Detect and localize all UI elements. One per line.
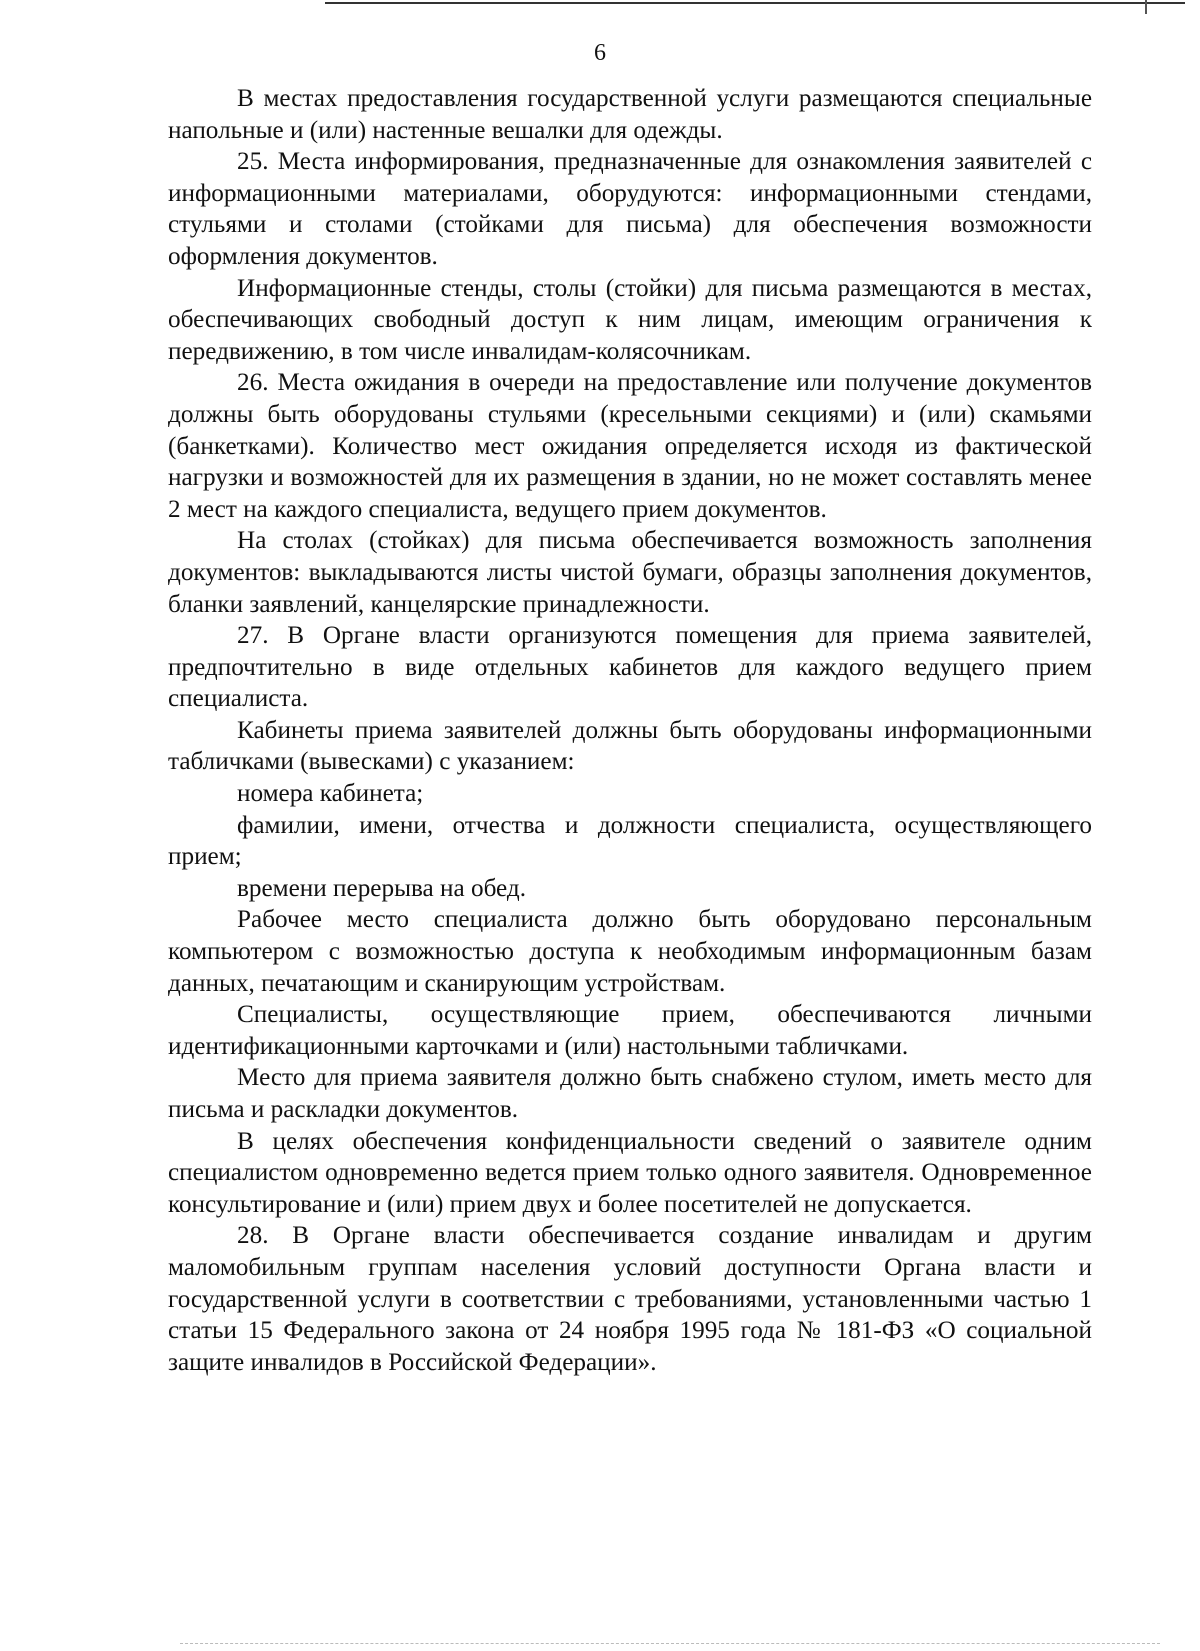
page-number: 6 — [594, 40, 606, 66]
paragraph-confidentiality: В целях обеспечения конфиденциальности сведений о заявителе одним специалистом одновременно ведется прием только одного заявителя. Одновременное консультирование и (или) прием двух и более посетителей не допускается. — [168, 1127, 1092, 1218]
list-item-lunch-break: времени перерыва на обед. — [237, 874, 527, 902]
paragraph-id-cards: Специалисты, осуществляющие прием, обеспечиваются личными идентификационными карточками и (или) настольными табличками. — [168, 1001, 1092, 1060]
paragraph-28-accessibility: 28. В Органе власти обеспечивается создание инвалидам и другим маломобильным группам населения условий доступности Органа власти и государственной услуги в соответствии с требованиями, установленными частью 1 статьи 15 Федерального закона от 24 ноября 1995 года № 181-ФЗ «О социальной защите инвалидов в Российской Федерации». — [168, 1222, 1092, 1376]
paragraph-25-info-places: 25. Места информирования, предназначенные для ознакомления заявителей с информационными материалами, оборудуются: информационными стендами, стульями и столами (стойками для письма) для обеспечения возможности оформления документов. — [168, 148, 1092, 270]
paragraph-26-waiting-places: 26. Места ожидания в очереди на предоставление или получение документов должны быть оборудованы стульями (кресельными секциями) и (или) скамьями (банкетками). Количество мест ожидания определяется исходя из фактической нагрузки и возможностей для их размещения в здании, но не может составлять менее 2 мест на каждого специалиста, ведущего прием документов. — [168, 369, 1092, 523]
scan-corner-mark — [1145, 0, 1147, 14]
scan-bottom-edge — [180, 1643, 1160, 1644]
list-item-cabinet-number: номера кабинета; — [237, 780, 424, 808]
paragraph-hangers: В местах предоставления государственной услуги размещаются специальные напольные и (или) настенные вешалки для одежды. — [168, 85, 1092, 144]
paragraph-writing-tables: На столах (стойках) для письма обеспечивается возможность заполнения документов: выкладываются листы чистой бумаги, образцы заполнения документов, бланки заявлений, канцелярские принадлежности. — [168, 527, 1092, 618]
document-body — [168, 83, 1092, 1378]
paragraph-info-stands: Информационные стенды, столы (стойки) для письма размещаются в местах, обеспечивающих свободный доступ к ним лицам, имеющим ограничения к передвижению, в том числе инвалидам-колясочникам. — [168, 274, 1092, 365]
paragraph-27-reception-rooms: 27. В Органе власти организуются помещения для приема заявителей, предпочтительно в виде отдельных кабинетов для каждого ведущего прием специалиста. — [168, 622, 1092, 713]
paragraph-applicant-seat: Место для приема заявителя должно быть снабжено стулом, иметь место для письма и раскладки документов. — [168, 1064, 1092, 1123]
scan-top-edge — [325, 2, 1185, 4]
paragraph-cabinet-signs: Кабинеты приема заявителей должны быть оборудованы информационными табличками (вывесками) с указанием: — [168, 716, 1092, 776]
list-item-specialist-name: фамилии, имени, отчества и должности специалиста, осуществляющего прием; — [168, 811, 1092, 871]
paragraph-workplace: Рабочее место специалиста должно быть оборудовано персональным компьютером с возможностью доступа к необходимым информационным базам данных, печатающим и сканирующим устройствам. — [168, 906, 1092, 997]
